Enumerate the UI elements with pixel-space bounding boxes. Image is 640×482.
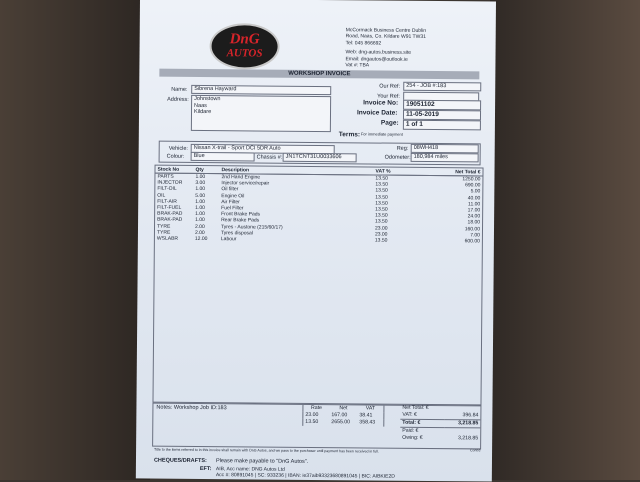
- company-logo: [211, 25, 277, 68]
- page-label: Page:: [380, 119, 399, 127]
- invoice-title: WORKSHOP INVOICE: [159, 69, 479, 80]
- item-stock: PARTS: [157, 173, 174, 180]
- vat-total-label: VAT: €: [402, 411, 417, 418]
- item-vat: 13.50: [375, 181, 388, 188]
- item-description: Rear Brake Pads: [221, 217, 260, 224]
- customer-address-line: Naas: [194, 102, 207, 109]
- item-qty: 2.00: [194, 229, 205, 236]
- invoice-no: 19051102: [403, 100, 481, 111]
- item-net: 5.00: [470, 188, 481, 195]
- col-stock: Stock No: [155, 166, 193, 174]
- item-vat: 13.50: [375, 206, 388, 213]
- paid-label: Paid: €: [402, 427, 419, 434]
- item-vat: 13.50: [375, 200, 388, 207]
- footnote: Title to the items referred to in this invoice shall remain with DnG Autos, and we pass to the purchaser until payment has been received in full.: [154, 447, 379, 454]
- vehicle-reg: 08WH418: [411, 144, 479, 154]
- col-qty: Qty: [193, 166, 219, 174]
- vehicle-label: Vehicle:: [168, 145, 188, 152]
- owing-label: Owing: €: [402, 434, 423, 441]
- items-table: [155, 166, 483, 245]
- totals: [400, 405, 480, 443]
- vehicle-model: Nissan X-trail - Sport DCI 5DR Auto: [191, 144, 335, 154]
- item-qty: 1.00: [195, 217, 205, 224]
- item-qty: 1.00: [195, 198, 205, 205]
- notes-text: Workshop Job ID:183: [173, 404, 227, 412]
- vat-amount: 38.41: [359, 412, 373, 419]
- vat-rate: 13.50: [305, 418, 319, 426]
- customer-address: [191, 95, 331, 132]
- notes: [156, 405, 226, 412]
- item-stock: FILT-OIL: [157, 186, 177, 193]
- logo-line1: DnG: [229, 30, 260, 47]
- owing-amount: 3,218.85: [457, 435, 479, 442]
- col-net: Net Total €: [417, 168, 482, 176]
- item-stock: INJECTOR: [157, 179, 183, 187]
- item-vat: 13.50: [375, 218, 388, 226]
- item-stock: TYRE: [156, 229, 171, 236]
- contact-line: Web: dng-autos.business.site: [345, 49, 412, 57]
- item-description: Engine Oil: [221, 192, 245, 199]
- eft-line2: Acc #: 80891045 | SC: 933236 | IBAN: ie37aib93323680891045 | BIC: AIBKIE2D: [215, 472, 395, 480]
- item-net: 40.00: [467, 194, 481, 202]
- item-net: 600.00: [464, 238, 480, 245]
- logo-line2: AUTOS: [226, 46, 263, 60]
- colour-label: Colour:: [166, 153, 185, 160]
- item-qty: 5.00: [195, 192, 206, 199]
- item-net: 18.00: [467, 219, 481, 226]
- reg-label: Reg:: [396, 145, 409, 152]
- item-vat: 23.00: [374, 225, 388, 232]
- item-stock: BRAK-PAD: [157, 210, 183, 218]
- item-qty: 3.00: [195, 180, 206, 187]
- vat-vat-header: VAT: [365, 405, 376, 412]
- vat-net: 2655.00: [331, 419, 351, 426]
- customer-address-line: Kildare: [193, 108, 212, 116]
- item-stock: TYRE: [156, 223, 171, 230]
- item-net: 1250.00: [462, 176, 481, 183]
- item-qty: 1.00: [195, 186, 206, 193]
- contact-line: Email: dngautos@outlook.ie: [345, 55, 408, 63]
- customer-address-line: Johnstown: [194, 95, 221, 103]
- vat-amount: 358.43: [359, 419, 376, 426]
- item-net: 690.00: [465, 182, 481, 189]
- terms: For immediate payment: [360, 131, 403, 137]
- item-description: Air Filter: [221, 198, 240, 206]
- grand-total-label: Total: €: [402, 419, 421, 426]
- address-line: Road, Naas, Co. Kildare W91 TW31: [345, 33, 426, 41]
- col-description: Description: [219, 166, 373, 175]
- item-stock: FILT-FUEL: [157, 204, 182, 211]
- item-vat: 13.50: [375, 212, 388, 219]
- item-stock: BRAK-PAD: [157, 217, 183, 224]
- notes-label: Notes:: [156, 404, 173, 411]
- vat-total: 396.84: [462, 412, 479, 419]
- item-description: Fuel Filter: [221, 205, 244, 212]
- col-vat: VAT %: [373, 167, 417, 175]
- cheques-text: Please make payable to "DnG Autos".: [215, 458, 309, 465]
- grand-total: 3,218.85: [458, 420, 479, 427]
- vehicle-chassis: JN1TCNT31U0033606: [283, 153, 357, 163]
- item-description: 2nd Hand Engine: [221, 174, 261, 181]
- item-vat: 13.50: [375, 194, 388, 201]
- company-address: [345, 27, 485, 70]
- item-description: Oil filter: [221, 186, 239, 193]
- item-stock: WSLABR: [156, 235, 179, 242]
- items-body: [155, 173, 483, 245]
- eft-label: EFT:: [199, 465, 212, 473]
- item-qty: 1.00: [195, 173, 206, 181]
- terms-label: Terms:: [338, 131, 361, 139]
- odometer-label: Odometer:: [384, 154, 411, 161]
- item-description: Tyres disposal: [220, 229, 253, 237]
- item-stock: FILT-AIR: [157, 198, 177, 205]
- vat-summary: [302, 405, 384, 427]
- item-vat: 13.50: [375, 175, 388, 182]
- background-right: [490, 0, 640, 480]
- item-description: Tyres - Austone (215/60/17): [220, 223, 283, 231]
- vehicle-colour: Blue: [191, 152, 255, 162]
- item-net: 11.00: [468, 201, 481, 208]
- page-number: 1 of 1: [403, 120, 481, 131]
- item-qty: 1.00: [195, 211, 205, 218]
- your-ref-label: Your Ref:: [377, 93, 400, 100]
- items-box: [152, 165, 483, 406]
- our-ref: 254 - JOB #:183: [403, 82, 481, 92]
- our-ref-label: Our Ref:: [379, 83, 401, 90]
- item-qty: 1.00: [195, 204, 205, 212]
- item-net: 160.00: [464, 225, 481, 233]
- eft-line1: AIB, Acc name: DNG Autos Ltd: [215, 466, 285, 473]
- item-description: Front Brake Pads: [221, 211, 261, 218]
- item-description: Labour: [220, 236, 237, 243]
- vehicle-odometer: 180,984 miles: [411, 153, 479, 163]
- item-stock: OIL: [157, 192, 166, 199]
- item-vat: 23.00: [374, 231, 388, 238]
- net-total-label: Net Total: €: [402, 404, 429, 411]
- name-label: Name:: [171, 86, 188, 93]
- invoice-date: 11-05-2019: [403, 110, 481, 121]
- contact-line: Vat #: TBA: [345, 62, 370, 69]
- customer-name: Sibrena Hayward: [191, 85, 331, 95]
- item-description: Injector service/repair: [221, 180, 270, 187]
- background-left: [0, 0, 150, 480]
- address-line: McCormack Business Centre Dublin: [345, 27, 427, 34]
- item-net: 24.00: [467, 213, 481, 220]
- chassis-label: Chassis #:: [256, 154, 283, 161]
- cheques-label: CHEQUES/DRAFTS:: [153, 457, 207, 465]
- vat-rate: 23.00: [305, 411, 319, 419]
- address-line: Tel: 045 866692: [345, 40, 382, 47]
- invoice-date-label: Invoice Date:: [356, 109, 398, 117]
- address-label: Address:: [167, 96, 189, 103]
- item-qty: 12.00: [194, 235, 208, 243]
- item-net: 7.00: [470, 232, 480, 239]
- invoice-paper: [136, 0, 496, 482]
- item-qty: 2.00: [194, 223, 205, 230]
- item-vat: 13.50: [375, 187, 388, 195]
- item-vat: 13.50: [374, 237, 388, 244]
- continued-label: Cont'd: [470, 448, 481, 453]
- item-net: 17.00: [467, 207, 481, 214]
- vat-net-header: Net: [339, 405, 348, 412]
- vat-rate-header: Rate: [310, 404, 322, 412]
- vat-net: 167.00: [331, 412, 348, 419]
- invoice-no-label: Invoice No:: [363, 99, 399, 107]
